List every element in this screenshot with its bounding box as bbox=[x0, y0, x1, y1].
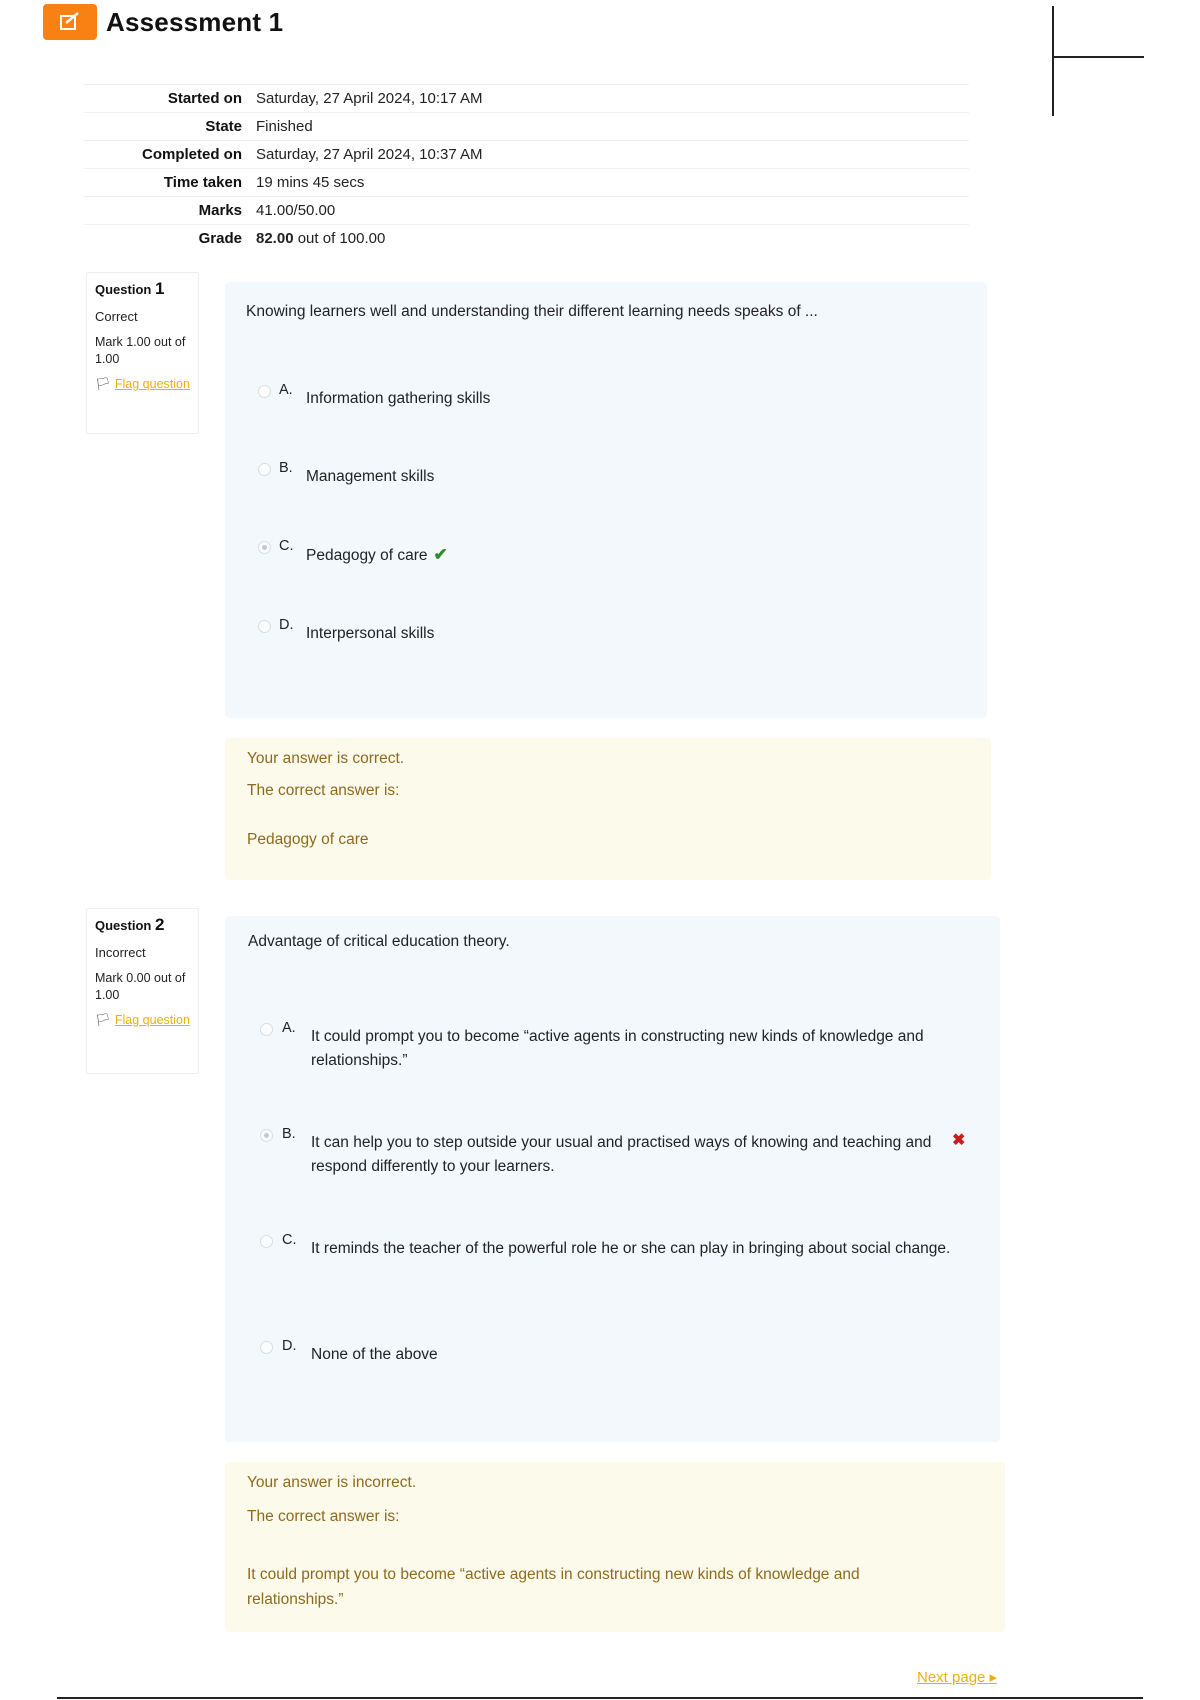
correct-answer-text: It could prompt you to become “active agents in constructing new kinds of knowledge and relationships.” bbox=[247, 1566, 860, 1608]
question-state: Incorrect bbox=[95, 945, 146, 960]
page-bottom-divider bbox=[57, 1697, 1143, 1699]
feedback-status: Your answer is incorrect. bbox=[247, 1474, 417, 1491]
option-letter: A. bbox=[279, 382, 293, 398]
question-formulation bbox=[225, 916, 1000, 1442]
summary-label: Time taken bbox=[84, 169, 249, 197]
correct-answer-text: Pedagogy of care bbox=[247, 831, 369, 848]
summary-row bbox=[84, 197, 969, 225]
quiz-edit-icon bbox=[43, 4, 97, 40]
summary-value: 19 mins 45 secs bbox=[249, 169, 969, 197]
summary-row bbox=[84, 113, 969, 141]
question-text: Advantage of critical education theory. bbox=[248, 933, 510, 950]
question-grade: Mark 0.00 out of 1.00 bbox=[95, 971, 186, 1002]
attempt-summary-table bbox=[84, 84, 969, 252]
summary-label: Started on bbox=[84, 85, 249, 113]
question-text: Knowing learners well and understanding their different learning needs speaks of ... bbox=[246, 303, 818, 320]
panel-divider bbox=[1052, 6, 1054, 116]
page-title: Assessment 1 bbox=[106, 6, 284, 37]
summary-row bbox=[84, 225, 969, 253]
grade-value: 82.00 bbox=[256, 230, 294, 247]
radio-button[interactable] bbox=[260, 1341, 273, 1354]
summary-label: State bbox=[84, 113, 249, 141]
summary-row bbox=[84, 85, 969, 113]
radio-button[interactable] bbox=[258, 385, 271, 398]
correct-answer-label: The correct answer is: bbox=[247, 782, 400, 799]
summary-value: Finished bbox=[249, 113, 969, 141]
feedback-box bbox=[225, 738, 991, 880]
feedback-box bbox=[225, 1462, 1005, 1632]
flag-question-link[interactable]: 🏳︎ Flag question bbox=[95, 377, 190, 391]
summary-value: Saturday, 27 April 2024, 10:37 AM bbox=[249, 141, 969, 169]
summary-label: Grade bbox=[84, 225, 249, 253]
question-grade: Mark 1.00 out of 1.00 bbox=[95, 335, 186, 366]
option-letter: B. bbox=[279, 460, 293, 476]
page-header bbox=[43, 2, 283, 42]
option-text: Management skills bbox=[306, 468, 435, 485]
option-text: None of the above bbox=[311, 1346, 438, 1363]
correct-answer-label: The correct answer is: bbox=[247, 1508, 400, 1525]
option-letter: C. bbox=[282, 1232, 297, 1248]
incorrect-cross-icon: ✖ bbox=[952, 1132, 966, 1149]
summary-row bbox=[84, 169, 969, 197]
flag-question-link[interactable]: 🏳︎ Flag question bbox=[95, 1013, 190, 1027]
grade-out-of: out of 100.00 bbox=[297, 230, 386, 247]
radio-button[interactable] bbox=[260, 1235, 273, 1248]
question-number: Question 1 bbox=[95, 279, 165, 298]
question-formulation bbox=[225, 282, 987, 718]
summary-label: Marks bbox=[84, 197, 249, 225]
flag-icon: 🏳︎ bbox=[95, 377, 111, 391]
option-letter: A. bbox=[282, 1020, 296, 1036]
flag-icon: 🏳︎ bbox=[95, 1013, 111, 1027]
option-letter: D. bbox=[282, 1338, 297, 1354]
option-text: Interpersonal skills bbox=[306, 625, 435, 642]
option-text: Information gathering skills bbox=[306, 390, 491, 407]
option-letter: B. bbox=[282, 1126, 296, 1142]
radio-button-selected[interactable] bbox=[260, 1129, 273, 1142]
question-info bbox=[86, 272, 199, 434]
summary-value: Saturday, 27 April 2024, 10:17 AM bbox=[249, 85, 969, 113]
option-text: It can help you to step outside your usual and practised ways of knowing and teaching and respond differently to your learners. bbox=[311, 1134, 932, 1175]
question-state: Correct bbox=[95, 309, 138, 324]
summary-value bbox=[249, 225, 969, 253]
option-letter: C. bbox=[279, 538, 294, 554]
radio-button[interactable] bbox=[260, 1023, 273, 1036]
option-letter: D. bbox=[279, 617, 294, 633]
option-text: It reminds the teacher of the powerful role he or she can play in bringing about social change. bbox=[311, 1240, 951, 1257]
correct-check-icon: ✔ bbox=[433, 545, 448, 564]
summary-value: 41.00/50.00 bbox=[249, 197, 969, 225]
option-text: It could prompt you to become “active agents in constructing new kinds of knowledge and relationships.” bbox=[311, 1028, 924, 1069]
option-text: Pedagogy of care ✔ bbox=[306, 545, 448, 564]
question-info bbox=[86, 908, 199, 1074]
radio-button[interactable] bbox=[258, 463, 271, 476]
question-number: Question 2 bbox=[95, 915, 165, 934]
feedback-status: Your answer is correct. bbox=[247, 750, 405, 767]
radio-button-selected[interactable] bbox=[258, 541, 271, 554]
summary-row bbox=[84, 141, 969, 169]
radio-button[interactable] bbox=[258, 620, 271, 633]
summary-label: Completed on bbox=[84, 141, 249, 169]
next-page-link[interactable]: Next page ▸ bbox=[917, 1669, 998, 1686]
panel-divider bbox=[1054, 56, 1144, 58]
